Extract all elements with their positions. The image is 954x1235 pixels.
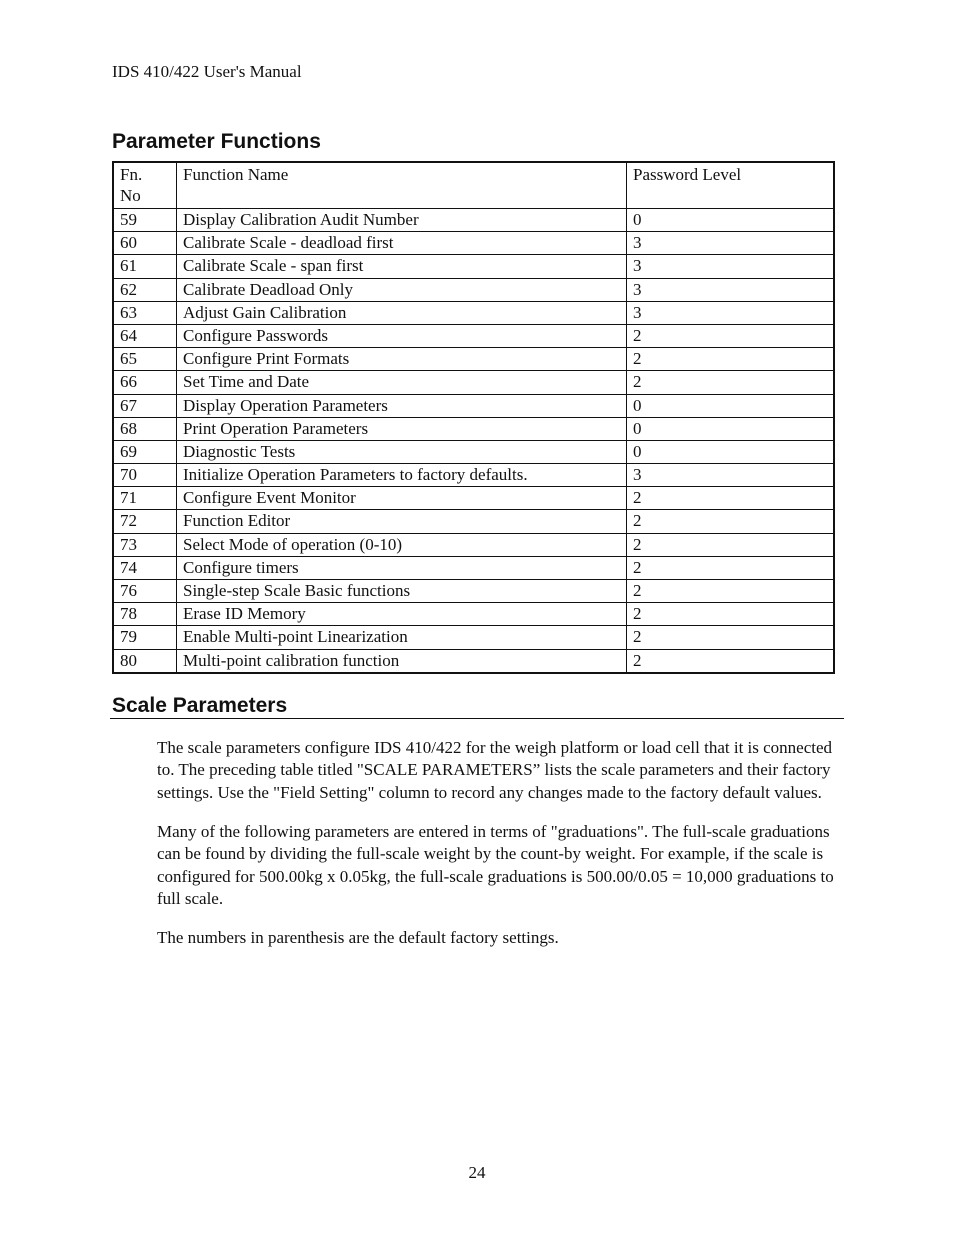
password-level-cell: 2 bbox=[627, 510, 835, 533]
password-level-cell: 2 bbox=[627, 348, 835, 371]
password-level-cell: 2 bbox=[627, 371, 835, 394]
password-level-cell: 2 bbox=[627, 603, 835, 626]
fn-number-cell: 61 bbox=[113, 255, 177, 278]
fn-number-cell: 68 bbox=[113, 417, 177, 440]
function-name-cell: Function Editor bbox=[177, 510, 627, 533]
function-name-cell: Diagnostic Tests bbox=[177, 440, 627, 463]
paragraph: The numbers in parenthesis are the default factory settings. bbox=[157, 927, 559, 947]
fn-number-cell: 67 bbox=[113, 394, 177, 417]
parameter-functions-table bbox=[112, 161, 835, 674]
table-header-row bbox=[113, 162, 834, 209]
fn-number-cell: 64 bbox=[113, 324, 177, 347]
section-divider bbox=[110, 718, 844, 719]
password-level-cell: 2 bbox=[627, 626, 835, 649]
password-level-cell: 3 bbox=[627, 232, 835, 255]
table-row bbox=[113, 487, 834, 510]
fn-number-cell: 70 bbox=[113, 464, 177, 487]
password-level-cell: 2 bbox=[627, 649, 835, 673]
password-level-cell: 2 bbox=[627, 580, 835, 603]
fn-number-cell: 72 bbox=[113, 510, 177, 533]
function-name-cell: Calibrate Scale - span first bbox=[177, 255, 627, 278]
table-row bbox=[113, 556, 834, 579]
function-name-cell: Configure Passwords bbox=[177, 324, 627, 347]
fn-number-cell: 66 bbox=[113, 371, 177, 394]
function-name-cell: Configure timers bbox=[177, 556, 627, 579]
fn-number-cell: 62 bbox=[113, 278, 177, 301]
table-row bbox=[113, 209, 834, 232]
function-name-cell: Print Operation Parameters bbox=[177, 417, 627, 440]
running-header: IDS 410/422 User's Manual bbox=[112, 62, 302, 81]
scale-parameters-body bbox=[157, 737, 847, 966]
table-row bbox=[113, 649, 834, 673]
table-row bbox=[113, 278, 834, 301]
function-name-cell: Adjust Gain Calibration bbox=[177, 301, 627, 324]
password-level-cell: 3 bbox=[627, 301, 835, 324]
table-row bbox=[113, 255, 834, 278]
table-row bbox=[113, 440, 834, 463]
column-header-fn-no-line1: Fn. bbox=[120, 165, 143, 184]
table-row bbox=[113, 232, 834, 255]
fn-number-cell: 60 bbox=[113, 232, 177, 255]
column-header-fn-no bbox=[113, 162, 177, 209]
fn-number-cell: 80 bbox=[113, 649, 177, 673]
password-level-cell: 2 bbox=[627, 324, 835, 347]
parameter-functions-table-body bbox=[113, 162, 834, 673]
fn-number-cell: 65 bbox=[113, 348, 177, 371]
function-name-cell: Initialize Operation Parameters to factory defaults. bbox=[177, 464, 627, 487]
fn-number-cell: 78 bbox=[113, 603, 177, 626]
function-name-cell: Display Operation Parameters bbox=[177, 394, 627, 417]
table-row bbox=[113, 371, 834, 394]
fn-number-cell: 79 bbox=[113, 626, 177, 649]
table-row bbox=[113, 464, 834, 487]
function-name-cell: Configure Event Monitor bbox=[177, 487, 627, 510]
table-row bbox=[113, 348, 834, 371]
table-row bbox=[113, 324, 834, 347]
password-level-cell: 3 bbox=[627, 464, 835, 487]
password-level-cell: 0 bbox=[627, 394, 835, 417]
paragraph: Many of the following parameters are entered in terms of "graduations". The full-scale graduations can be found by dividing the full-scale weight by the count-by weight. For example, if the scale is configured for 500.00kg x 0.05kg, the full-scale graduations is 500.00/0.05 = 10,000 graduations to full scale. bbox=[157, 821, 834, 908]
function-name-cell: Set Time and Date bbox=[177, 371, 627, 394]
function-name-cell: Erase ID Memory bbox=[177, 603, 627, 626]
password-level-cell: 2 bbox=[627, 556, 835, 579]
function-name-cell: Multi-point calibration function bbox=[177, 649, 627, 673]
table-row bbox=[113, 394, 834, 417]
password-level-cell: 3 bbox=[627, 255, 835, 278]
fn-number-cell: 74 bbox=[113, 556, 177, 579]
table-row bbox=[113, 533, 834, 556]
paragraph: The scale parameters configure IDS 410/422 for the weigh platform or load cell that it is connected to. The preceding table titled "SCALE PARAMETERS” lists the scale parameters and their factory settings. Use the "Field Setting" column to record any changes made to the factory default values. bbox=[157, 738, 833, 802]
fn-number-cell: 59 bbox=[113, 209, 177, 232]
column-header-password-level: Password Level bbox=[627, 162, 835, 209]
scale-parameters-heading: Scale Parameters bbox=[112, 694, 288, 717]
table-row bbox=[113, 603, 834, 626]
function-name-cell: Calibrate Scale - deadload first bbox=[177, 232, 627, 255]
table-row bbox=[113, 580, 834, 603]
password-level-cell: 2 bbox=[627, 533, 835, 556]
page-number: 24 bbox=[468, 1163, 486, 1182]
fn-number-cell: 73 bbox=[113, 533, 177, 556]
fn-number-cell: 71 bbox=[113, 487, 177, 510]
function-name-cell: Enable Multi-point Linearization bbox=[177, 626, 627, 649]
password-level-cell: 0 bbox=[627, 209, 835, 232]
column-header-fn-no-line2: No bbox=[120, 186, 141, 205]
table-row bbox=[113, 510, 834, 533]
table-row bbox=[113, 626, 834, 649]
column-header-function-name: Function Name bbox=[177, 162, 627, 209]
fn-number-cell: 63 bbox=[113, 301, 177, 324]
password-level-cell: 3 bbox=[627, 278, 835, 301]
password-level-cell: 0 bbox=[627, 440, 835, 463]
table-row bbox=[113, 417, 834, 440]
function-name-cell: Display Calibration Audit Number bbox=[177, 209, 627, 232]
function-name-cell: Select Mode of operation (0-10) bbox=[177, 533, 627, 556]
password-level-cell: 0 bbox=[627, 417, 835, 440]
password-level-cell: 2 bbox=[627, 487, 835, 510]
table-row bbox=[113, 301, 834, 324]
fn-number-cell: 76 bbox=[113, 580, 177, 603]
function-name-cell: Configure Print Formats bbox=[177, 348, 627, 371]
parameter-functions-heading: Parameter Functions bbox=[112, 130, 321, 153]
function-name-cell: Single-step Scale Basic functions bbox=[177, 580, 627, 603]
function-name-cell: Calibrate Deadload Only bbox=[177, 278, 627, 301]
fn-number-cell: 69 bbox=[113, 440, 177, 463]
